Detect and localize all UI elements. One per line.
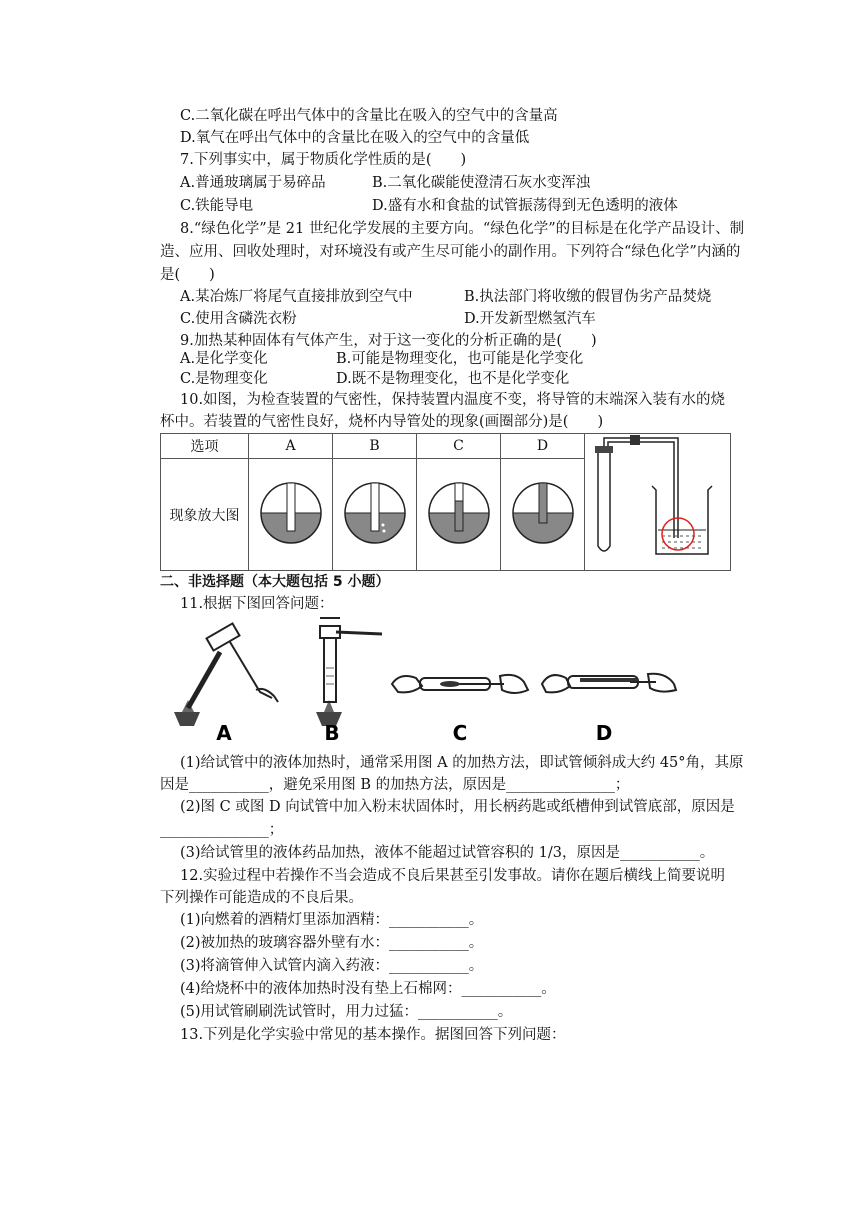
q6-option-d: D.氧气在呼出气体中的含量比在吸入的空气中的含量低 <box>180 130 530 146</box>
q10-stem-line2: 杯中。若装置的气密性良好，烧杯内导管处的现象(画圈部分)是( ) <box>160 414 604 430</box>
figure-a-illustration <box>174 623 278 726</box>
q11-part3: (3)给试管里的液体药品加热，液体不能超过试管容积的 1/3，原因是___________。 <box>180 845 715 861</box>
option-c-magnified <box>417 459 501 571</box>
table-option-a-label: A <box>249 434 333 459</box>
magnified-circle-d <box>511 481 575 545</box>
q7-option-d: D.盛有水和食盐的试管振荡得到无色透明的液体 <box>372 198 678 214</box>
table-option-d-label: D <box>501 434 585 459</box>
figure-label-c: C <box>452 721 468 744</box>
apparatus-cell <box>585 434 731 571</box>
q9-option-b: B.可能是物理变化，也可能是化学变化 <box>336 351 584 367</box>
q10-options-table <box>160 433 731 571</box>
magnified-circle-c <box>427 481 491 545</box>
q8-option-c: C.使用含磷洗衣粉 <box>180 311 297 327</box>
q11-part2-line2: _______________； <box>160 822 284 838</box>
q13-stem: 13.下列是化学实验中常见的基本操作。据图回答下列问题： <box>180 1027 566 1043</box>
q12-stem-line1: 12.实验过程中若操作不当会造成不良后果甚至引发事故。请你在题后横线上简要说明 <box>180 868 726 884</box>
q11-stem: 11.根据下图回答问题： <box>180 596 334 612</box>
magnified-circle-b <box>343 481 407 545</box>
option-d-magnified <box>501 459 585 571</box>
table-row-label: 现象放大图 <box>161 459 249 571</box>
q8-option-a: A.某冶炼厂将尾气直接排放到空气中 <box>180 289 413 305</box>
q8-option-b: B.执法部门将收缴的假冒伪劣产品焚烧 <box>464 289 712 305</box>
q7-option-a: A.普通玻璃属于易碎品 <box>180 175 326 191</box>
q11-figures <box>160 612 700 744</box>
option-b-magnified <box>333 459 417 571</box>
table-option-c-label: C <box>417 434 501 459</box>
q9-option-c: C.是物理变化 <box>180 371 268 387</box>
magnified-circle-a <box>259 481 323 545</box>
q9-stem: 9.加热某种固体有气体产生，对于这一变化的分析正确的是( ) <box>180 333 597 349</box>
table-option-b-label: B <box>333 434 417 459</box>
q6-option-c: C.二氧化碳在呼出气体中的含量比在吸入的空气中的含量高 <box>180 108 558 124</box>
figure-label-a: A <box>216 721 232 744</box>
figure-b-illustration <box>316 618 382 726</box>
section-2-heading: 二、非选择题（本大题包括 5 小题） <box>160 574 390 590</box>
q7-option-c: C.铁能导电 <box>180 198 254 214</box>
q12-item5: (5)用试管刷刷洗试管时，用力过猛：___________。 <box>180 1004 513 1020</box>
q8-stem-line3: 是( ) <box>160 267 215 283</box>
q7-option-b: B.二氧化碳能使澄清石灰水变浑浊 <box>372 175 591 191</box>
figure-label-d: D <box>595 721 613 744</box>
q9-option-a: A.是化学变化 <box>180 351 268 367</box>
option-a-magnified <box>249 459 333 571</box>
q8-option-d: D.开发新型燃氢汽车 <box>464 311 596 327</box>
q12-item1: (1)向燃着的酒精灯里添加酒精：___________。 <box>180 912 484 928</box>
q11-part1-line2: 因是___________，避免采用图 B 的加热方法，原因是_______________； <box>160 777 630 793</box>
q12-item3: (3)将滴管伸入试管内滴入药液：___________。 <box>180 958 484 974</box>
figure-d-illustration <box>542 674 676 693</box>
q12-item2: (2)被加热的玻璃容器外壁有水：___________。 <box>180 935 484 951</box>
airtightness-apparatus-diagram <box>586 434 730 566</box>
figure-c-illustration <box>392 675 528 693</box>
q8-stem-line2: 造、应用、回收处理时，对环境没有或产生尽可能小的副作用。下列符合“绿色化学”内涵的 <box>160 244 741 260</box>
q12-stem-line2: 下列操作可能造成的不良后果。 <box>160 890 363 906</box>
q8-stem-line1: 8.“绿色化学”是 21 世纪化学发展的主要方向。“绿色化学”的目标是在化学产品设计、制 <box>180 221 745 237</box>
q11-part1-line1: (1)给试管中的液体加热时，通常采用图 A 的加热方法，即试管倾斜成大约 45°角，其原 <box>180 755 744 771</box>
table-header-label: 选项 <box>161 434 249 459</box>
q10-stem-line1: 10.如图，为检查装置的气密性，保持装置内温度不变，将导管的末端深入装有水的烧 <box>180 392 726 408</box>
q11-part2-line1: (2)图 C 或图 D 向试管中加入粉末状固体时，用长柄药匙或纸槽伸到试管底部，原因是 <box>180 799 735 815</box>
figure-label-b: B <box>324 721 340 744</box>
q9-option-d: D.既不是物理变化，也不是化学变化 <box>336 371 570 387</box>
q7-stem: 7.下列事实中，属于物质化学性质的是( ) <box>180 152 467 168</box>
q12-item4: (4)给烧杯中的液体加热时没有垫上石棉网：___________。 <box>180 981 556 997</box>
